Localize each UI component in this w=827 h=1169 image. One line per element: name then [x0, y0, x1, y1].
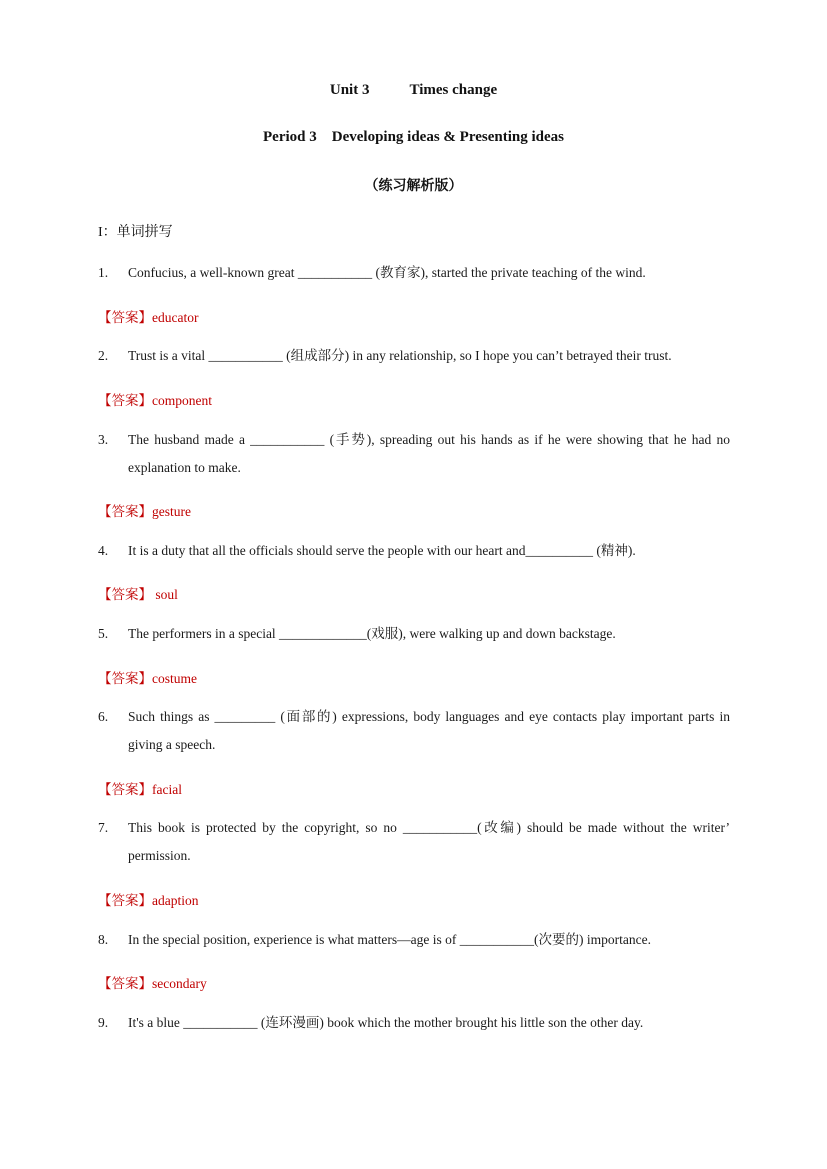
- answer-text: gesture: [152, 504, 191, 519]
- answer-text: costume: [152, 671, 197, 686]
- answer-label: 【答案】: [98, 671, 152, 686]
- question-item: [98, 426, 730, 482]
- question-item: [98, 342, 730, 370]
- answer-line: [98, 583, 178, 603]
- question-item: [98, 926, 730, 954]
- answer-text: secondary: [152, 976, 207, 991]
- answer-text: facial: [152, 782, 182, 797]
- answer-label: 【答案】: [98, 310, 152, 325]
- answer-line: [98, 889, 199, 909]
- answer-line: [98, 389, 212, 409]
- answer-text: soul: [152, 587, 178, 602]
- question-number: 6.: [98, 709, 109, 724]
- section-title: I：单词拼写: [98, 225, 173, 240]
- question-number: 9.: [98, 1015, 109, 1030]
- question-text: Such things as _________ (面部的) expressions, body languages and eye contacts play important parts in giving a speech.: [128, 709, 730, 752]
- question-text: It's a blue ___________ (连环漫画) book which the mother brought his little son the other day.: [128, 1015, 644, 1030]
- question-text: The husband made a ___________ (手势), spreading out his hands as if he were showing that he had no explanation to make.: [128, 432, 730, 475]
- question-text: The performers in a special _____________(戏服), were walking up and down backstage.: [128, 626, 616, 641]
- question-number: 3.: [98, 432, 109, 447]
- unit-heading: [0, 82, 827, 99]
- question-number: 4.: [98, 543, 109, 558]
- answer-label: 【答案】: [98, 893, 152, 908]
- question-number: 1.: [98, 265, 109, 280]
- question-number: 8.: [98, 932, 109, 947]
- answer-line: [98, 667, 197, 687]
- question-text: In the special position, experience is what matters—age is of ___________(次要的) importance.: [128, 932, 651, 947]
- question-item: [98, 703, 730, 759]
- answer-text: adaption: [152, 893, 199, 908]
- question-item: [98, 537, 730, 565]
- answer-line: [98, 306, 198, 326]
- unit-title: Times change: [409, 82, 498, 98]
- question-number: 7.: [98, 820, 109, 835]
- question-number: 5.: [98, 626, 109, 641]
- answer-line: [98, 972, 207, 992]
- question-text: It is a duty that all the officials should serve the people with our heart and__________ (精神).: [128, 543, 636, 558]
- answer-text: educator: [152, 310, 199, 325]
- question-text: This book is protected by the copyright, so no ___________(改编) should be made without the writer’ permission.: [128, 820, 730, 863]
- answer-line: [98, 778, 182, 798]
- question-item: [98, 1009, 730, 1037]
- question-number: 2.: [98, 348, 109, 363]
- answer-label: 【答案】: [98, 587, 152, 602]
- answer-line: [98, 500, 191, 520]
- answer-label: 【答案】: [98, 976, 152, 991]
- edition-label: （练习解析版）: [364, 179, 463, 194]
- question-text: Trust is a vital ___________ (组成部分) in any relationship, so I hope you can’t betrayed their trust.: [128, 348, 672, 363]
- answer-label: 【答案】: [98, 504, 152, 519]
- question-text: Confucius, a well-known great ___________ (教育家), started the private teaching of the wind.: [128, 265, 646, 280]
- question-item: [98, 259, 730, 287]
- answer-label: 【答案】: [98, 393, 152, 408]
- period-heading: Period 3 Developing ideas & Presenting ideas: [263, 129, 564, 145]
- answer-text: component: [152, 393, 212, 408]
- question-item: [98, 620, 730, 648]
- answer-label: 【答案】: [98, 782, 152, 797]
- question-item: [98, 814, 730, 870]
- unit-number: Unit 3: [329, 82, 370, 98]
